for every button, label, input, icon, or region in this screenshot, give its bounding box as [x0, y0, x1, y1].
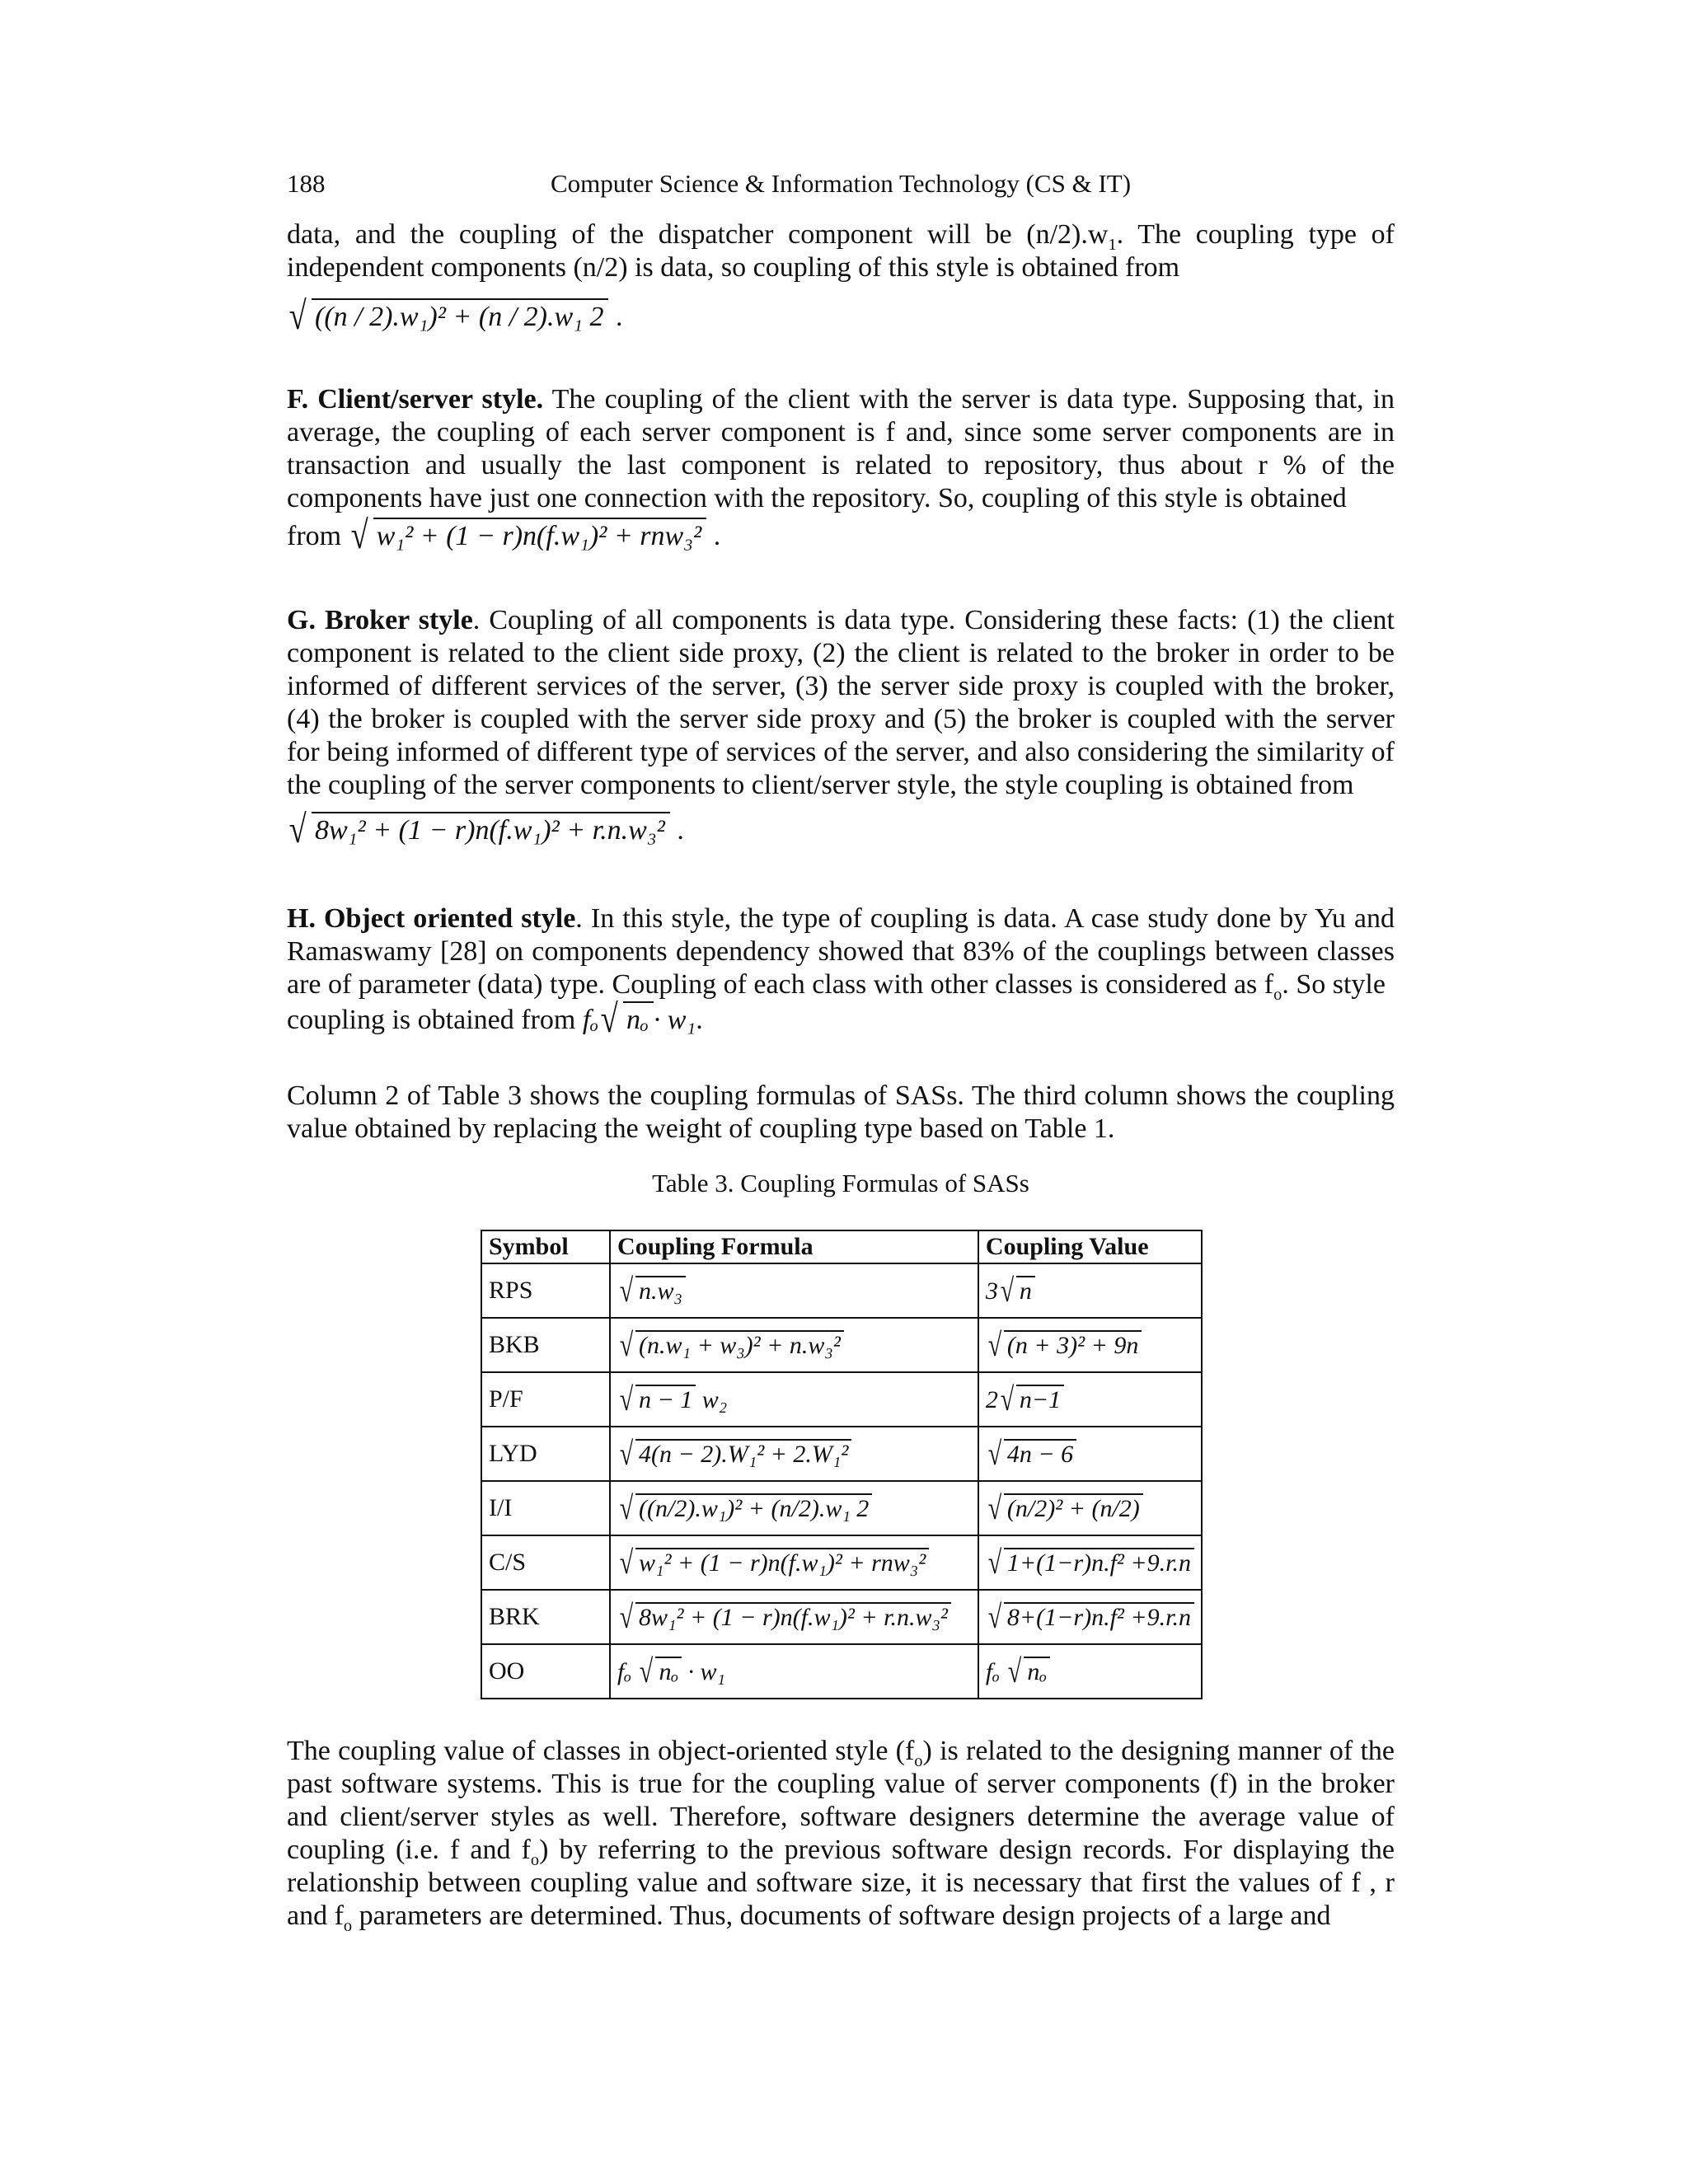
formula-g: √ 8w₁² + (1 − r)n(f.w₁)² + r.n.w₃² .	[287, 812, 684, 846]
heading-object-oriented: H. Object oriented style	[287, 903, 576, 934]
header-symbol: Symbol	[481, 1230, 610, 1263]
square-root: √ 4n − 6	[986, 1439, 1076, 1469]
square-root: √ nₒ	[598, 1001, 654, 1036]
cell-symbol: LYD	[481, 1427, 610, 1481]
cell-symbol: C/S	[481, 1535, 610, 1590]
cell-value: 3 √ n	[978, 1263, 1202, 1318]
page-number: 188	[287, 169, 326, 198]
paragraph-e-continuation: data, and the coupling of the dispatcher component will be $(n/2).w_1$. The coupling type of independent components (n/2) is data, so coupling of this style is obtained from	[287, 219, 1395, 283]
paragraph-f: F. Client/server style. The coupling of the client with the server is data type. Supposing that, in average, the coupling of each server component is f and, since some server components are in transaction and usually the last component is related to repository, thus about r % of the components have just one connection with the repository. So, coupling of this style is obtained	[287, 384, 1395, 513]
journal-title: Computer Science & Information Technology (CS & IT)	[550, 169, 1132, 198]
paragraph-h: H. Object oriented style. In this style, the type of coupling is data. A case study done by Yu and Ramaswamy [28] on components dependency showed that 83% of the couplings between classes are of parameter (data) type. Coupling of each class with other classes is considered as $f_o$. So style	[287, 903, 1395, 1004]
cell-formula	[610, 1590, 978, 1644]
square-root: √ n	[998, 1276, 1035, 1305]
cell-formula	[610, 1263, 978, 1318]
table-header-row	[481, 1230, 1202, 1263]
cell-formula	[610, 1481, 978, 1535]
cell-formula	[610, 1427, 978, 1481]
table-row	[481, 1263, 1202, 1318]
paragraph-g: G. Broker style. Coupling of all components is data type. Considering these facts: (1) the client component is related to the client side proxy, (2) the client is related to the broker in order to be informed of different services of the server, (3) the server side proxy is coupled with the broker, (4) the broker is coupled with the server side proxy and (5) the broker is coupled with the server for being informed of different type of services of the server, and also considering the similarity of the coupling of the server components to client/server style, the style coupling is obtained from	[287, 605, 1395, 800]
cell-value: 2 √ n−1	[978, 1372, 1202, 1427]
table-row	[481, 1372, 1202, 1427]
heading-client-server: F. Client/server style.	[287, 384, 544, 415]
heading-broker: G. Broker style	[287, 605, 473, 635]
formula-f: from √ w₁² + (1 − r)n(f.w₁)² + rnw₃² .	[287, 513, 721, 557]
table-row	[481, 1427, 1202, 1481]
square-root: √ ((n / 2).w₁)² + (n / 2).w₁ 2	[287, 298, 608, 333]
square-root: √ 1+(1−r)n.f² +9.r.n	[986, 1548, 1194, 1577]
cell-formula	[610, 1318, 978, 1372]
coupling-formulas-table	[481, 1230, 1203, 1699]
square-root: √ w₁² + (1 − r)n(f.w₁)² + rnw₃²	[349, 518, 707, 552]
table-row	[481, 1535, 1202, 1590]
square-root: √ 8w₁² + (1 − r)n(f.w₁)² + r.n.w₃²	[617, 1602, 951, 1632]
table-row	[481, 1481, 1202, 1535]
header-formula: Coupling Formula	[610, 1230, 978, 1263]
table-caption: Table 3. Coupling Formulas of SASs	[652, 1169, 1029, 1197]
square-root: √ n−1	[998, 1385, 1064, 1414]
square-root: √ n.w₃	[617, 1276, 686, 1305]
cell-symbol: BKB	[481, 1318, 610, 1372]
cell-value	[978, 1427, 1202, 1481]
table-row	[481, 1644, 1202, 1699]
table-row	[481, 1590, 1202, 1644]
square-root: √ 4(n − 2).W₁² + 2.W₁²	[617, 1439, 851, 1469]
running-header	[287, 169, 1395, 202]
cell-formula	[610, 1535, 978, 1590]
cell-symbol: P/F	[481, 1372, 610, 1427]
cell-value	[978, 1535, 1202, 1590]
square-root: √ 8w₁² + (1 − r)n(f.w₁)² + r.n.w₃²	[287, 812, 670, 846]
table-row	[481, 1318, 1202, 1372]
cell-symbol: OO	[481, 1644, 610, 1699]
cell-symbol: RPS	[481, 1263, 610, 1318]
header-value: Coupling Value	[978, 1230, 1202, 1263]
square-root: √ nₒ	[1006, 1657, 1050, 1686]
cell-formula: √ n − 1 w₂	[610, 1372, 978, 1427]
square-root: √ (n/2)² + (n/2)	[986, 1493, 1143, 1523]
square-root: √ w₁² + (1 − r)n(f.w₁)² + rnw₃²	[617, 1548, 929, 1577]
square-root: √ (n + 3)² + 9n	[986, 1330, 1142, 1360]
cell-value	[978, 1481, 1202, 1535]
cell-value	[978, 1318, 1202, 1372]
square-root: √ 8+(1−r)n.f² +9.r.n	[986, 1602, 1194, 1632]
formula-e: √ ((n / 2).w₁)² + (n / 2).w₁ 2 .	[287, 298, 622, 333]
square-root: √ (n.w₁ + w₃)² + n.w₃²	[617, 1330, 844, 1360]
square-root: √ n − 1	[617, 1385, 696, 1414]
cell-value: fₒ √ nₒ	[978, 1644, 1202, 1699]
cell-formula: fₒ √ nₒ · w₁	[610, 1644, 978, 1699]
cell-symbol: I/I	[481, 1481, 610, 1535]
formula-h: coupling is obtained from fₒ √ nₒ · w₁.	[287, 997, 703, 1041]
square-root: √ ((n/2).w₁)² + (n/2).w₁ 2	[617, 1493, 872, 1523]
square-root: √ nₒ	[637, 1657, 682, 1686]
paragraph-column2: Column 2 of Table 3 shows the coupling formulas of SASs. The third column shows the coupling value obtained by replacing the weight of coupling type based on Table 1.	[287, 1080, 1395, 1144]
cell-symbol: BRK	[481, 1590, 610, 1644]
paragraph-last: The coupling value of classes in object-oriented style $(f_o)$ is related to the designing manner of the past software systems. This is true for the coupling value of server components (f) in the broker and client/server styles as well. Therefore, software designers determine the average value of coupling (i.e. f and $f_o$) by referring to the previous software design records. For displaying the relationship between coupling value and software size, it is necessary that first the values of f , r and $f_o$ parameters are determined. Thus, documents of software design projects of a large and	[287, 1736, 1395, 1935]
cell-value	[978, 1590, 1202, 1644]
